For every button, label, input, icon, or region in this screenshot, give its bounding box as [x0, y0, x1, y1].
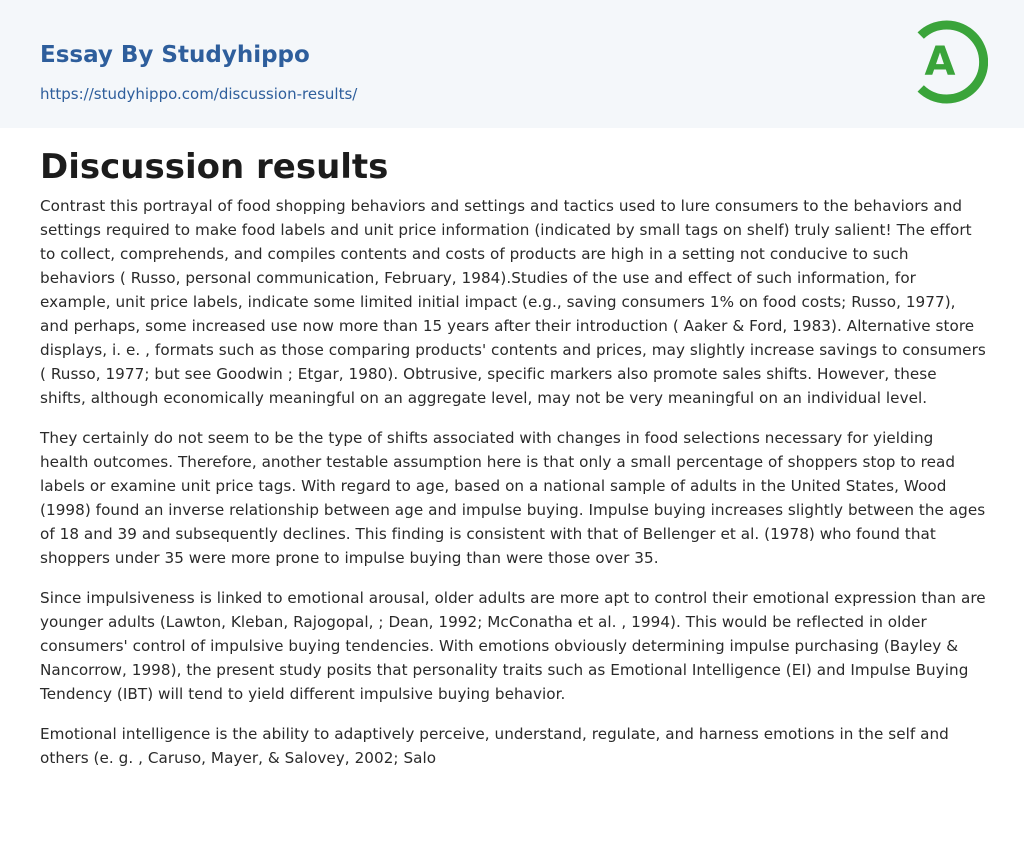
- page-url-link[interactable]: https://studyhippo.com/discussion-results/: [40, 85, 358, 103]
- essay-paragraph: Emotional intelligence is the ability to adaptively perceive, understand, regulate, and harness emotions in the self and others (e. g. , Caruso, Mayer, & Salovey, 2002; Salo: [40, 725, 949, 767]
- essay-paragraph: They certainly do not seem to be the type of shifts associated with changes in food selections necessary for yielding health outcomes. Therefore, another testable assumption here is that only a small percentage of shoppers stop to read labels or examine unit price tags. With regard to age, based on a national sample of adults in the United States, Wood (1998) found an inverse relationship between age and impulse buying. Impulse buying increases slightly between the ages of 18 and 39 and subsequently declines. This finding is consistent with that of Bellenger et al. (1978) who found that shoppers under 35 were more prone to impulse buying than were those over 35.: [40, 429, 986, 567]
- essay-paragraph: Since impulsiveness is linked to emotional arousal, older adults are more apt to control their emotional expression than are younger adults (Lawton, Kleban, Rajogopal, ; Dean, 1992; McConatha et al. , 1994). This would be reflected in older consumers' control of impulsive buying tendencies. With emotions obviously determining impulse purchasing (Bayley & Nancorrow, 1998), the present study posits that personality traits such as Emotional Intelligence (EI) and Impulse Buying Tendency (IBT) will tend to yield different impulsive buying behavior.: [40, 589, 986, 703]
- site-header: [0, 0, 1024, 128]
- logo-letter: A: [924, 39, 956, 85]
- page-title: Discussion results: [40, 147, 389, 187]
- studyhippo-logo-icon[interactable]: [908, 18, 988, 106]
- site-brand[interactable]: Essay By Studyhippo: [40, 42, 310, 68]
- essay-body: [40, 194, 986, 786]
- essay-paragraph: Contrast this portrayal of food shopping behaviors and settings and tactics used to lure consumers to the behaviors and settings required to make food labels and unit price information (indicated by small tags on shelf) truly salient! The effort to collect, comprehends, and compiles contents and costs of products are high in a setting not conducive to such behaviors ( Russo, personal communication, February, 1984).Studies of the use and effect of such information, for example, unit price labels, indicate some limited initial impact (e.g., saving consumers 1% on food costs; Russo, 1977), and perhaps, some increased use now more than 15 years after their introduction ( Aaker & Ford, 1983). Alternative store displays, i. e. , formats such as those comparing products' contents and prices, may slightly increase savings to consumers ( Russo, 1977; but see Goodwin ; Etgar, 1980). Obtrusive, specific markers also promote sales shifts. However, these shifts, although economically meaningful on an aggregate level, may not be very meaningful on an individual level.: [40, 197, 986, 407]
